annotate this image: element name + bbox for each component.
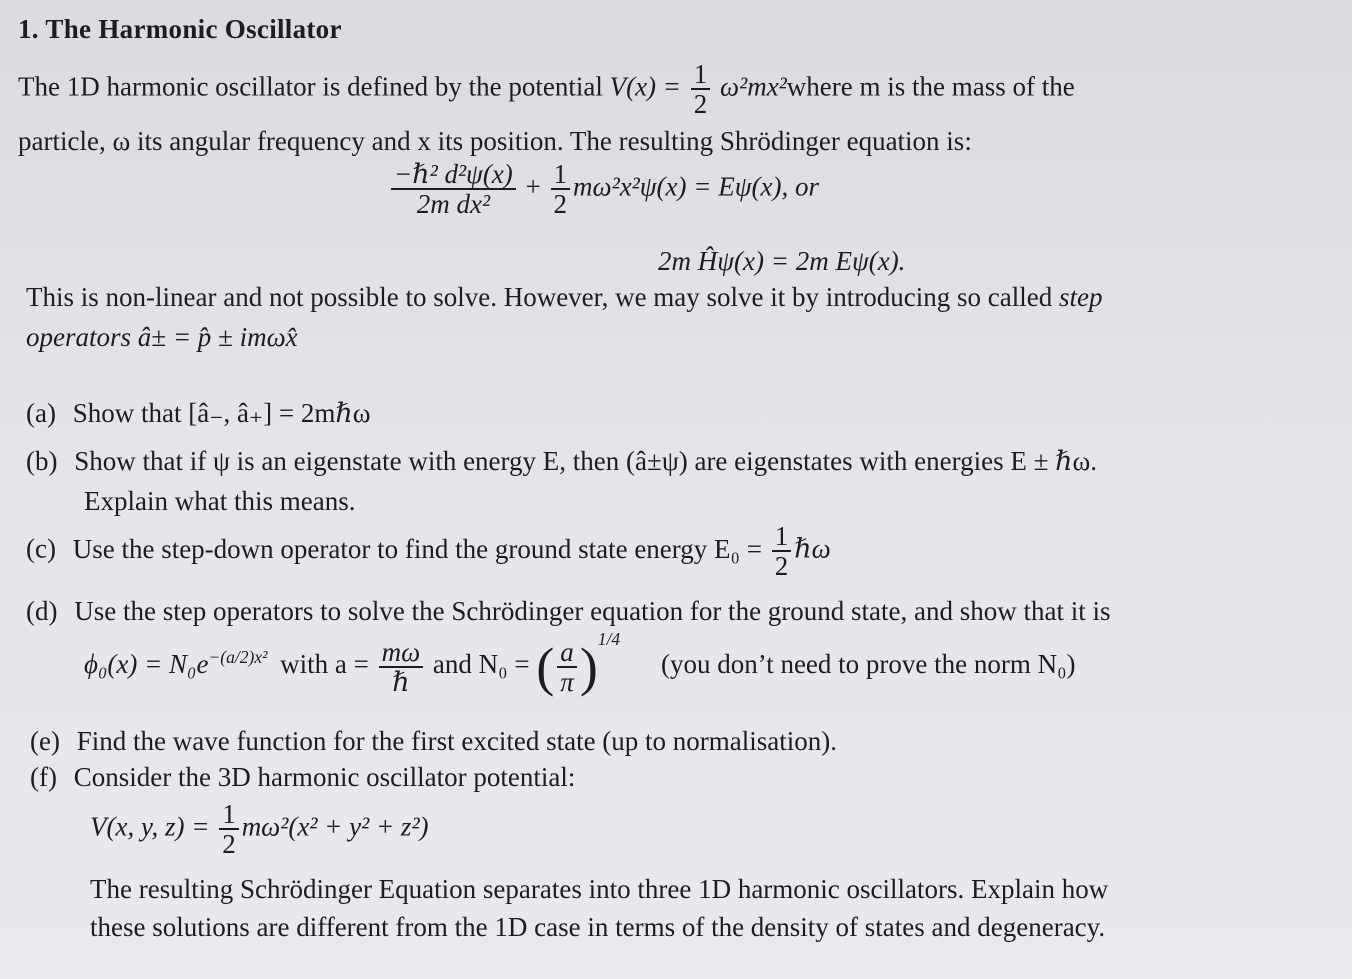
part-f-line-2 bbox=[90, 874, 1108, 905]
part-d-label: (d) bbox=[26, 596, 58, 626]
part-e-text: Find the wave function for the first excited state (up to normalisation). bbox=[76, 726, 838, 756]
part-b-text: Show that if ψ is an eigenstate with energy E, then (â±ψ) are eigenstates with energies E ± ℏω. bbox=[74, 446, 1098, 476]
with-a-text: with a = bbox=[280, 649, 369, 680]
ground-state-exponent: −(a/2)x² bbox=[208, 647, 268, 668]
part-f-text-2: The resulting Schrödinger Equation separates into three 1D harmonic oscillators. Explain how bbox=[90, 874, 1109, 904]
f-half-num: 1 bbox=[219, 800, 239, 830]
intro-line-1 bbox=[18, 60, 1075, 119]
potential-3d-rhs: mω²(x² + y² + z²) bbox=[241, 811, 429, 842]
ground-state-phi: ϕ₀(x) = N₀e bbox=[84, 649, 209, 680]
half-den-2: 2 bbox=[553, 189, 568, 220]
kinetic-fraction bbox=[391, 160, 516, 219]
part-c bbox=[26, 522, 831, 581]
part-f-line-3 bbox=[90, 912, 1105, 943]
half-num-2: 1 bbox=[551, 160, 571, 190]
part-f-text-3: these solutions are different from the 1D case in terms of the density of states and degeneracy. bbox=[90, 912, 1106, 942]
half-fraction-2 bbox=[551, 160, 571, 219]
half-fraction bbox=[691, 60, 711, 119]
right-paren: ) bbox=[579, 637, 598, 697]
section-title bbox=[18, 14, 342, 45]
part-a-label: (a) bbox=[26, 398, 56, 428]
part-f bbox=[30, 762, 575, 793]
part-b bbox=[26, 446, 1097, 477]
part-e-label: (e) bbox=[30, 726, 60, 756]
a-over-pi bbox=[557, 638, 577, 697]
part-d-formula bbox=[84, 629, 1076, 698]
potential-3d-lhs: V(x, y, z) = bbox=[90, 811, 210, 842]
part-a bbox=[26, 398, 371, 429]
a-fraction bbox=[379, 638, 424, 697]
part-b-line-2 bbox=[84, 486, 355, 517]
part-f-formula bbox=[90, 800, 429, 859]
quarter-power: 1/4 bbox=[597, 629, 621, 650]
c-half-fraction bbox=[772, 522, 792, 581]
left-paren: ( bbox=[536, 637, 555, 697]
intro-text-1a: The 1D harmonic oscillator is defined by the potential bbox=[18, 71, 603, 102]
title-text: 1. The Harmonic Oscillator bbox=[18, 14, 342, 44]
part-c-text: Use the step-down operator to find the ground state energy E₀ = bbox=[72, 533, 762, 564]
c-hbar-omega: ℏω bbox=[794, 533, 831, 564]
part-d bbox=[26, 596, 1111, 627]
half-den: 2 bbox=[693, 89, 708, 120]
hamiltonian-text: 2m Ĥψ(x) = 2m Eψ(x). bbox=[658, 246, 906, 276]
schrodinger-equation bbox=[388, 160, 819, 219]
half-num: 1 bbox=[691, 60, 711, 90]
f-half-den: 2 bbox=[222, 829, 236, 860]
intro-text-1b: where m is the mass of the bbox=[786, 71, 1075, 102]
potential-term: mω²x²ψ(x) = Eψ(x), or bbox=[573, 171, 819, 202]
c-half-den: 2 bbox=[774, 551, 789, 582]
intro-text-2: particle, ω its angular frequency and x its position. The resulting Shrödinger equation is: bbox=[18, 126, 972, 156]
intro-line-3 bbox=[26, 282, 1102, 313]
f-half-fraction bbox=[219, 800, 239, 859]
potential-rhs: ω²mx² bbox=[720, 71, 787, 102]
c-half-num: 1 bbox=[772, 522, 792, 552]
a-den: ℏ bbox=[392, 667, 410, 697]
a-over-pi-num: a bbox=[557, 638, 577, 668]
step-word: step bbox=[1058, 282, 1103, 312]
step-operators-definition: operators â± = p̂ ± imωx̂ bbox=[26, 322, 298, 352]
intro-line-4 bbox=[26, 322, 298, 353]
part-f-text: Consider the 3D harmonic oscillator potential: bbox=[73, 762, 576, 792]
kinetic-num: −ℏ² d²ψ(x) bbox=[391, 160, 516, 190]
part-f-label: (f) bbox=[30, 762, 57, 792]
plus-sign: + bbox=[525, 171, 541, 202]
intro-text-3: This is non-linear and not possible to solve. However, we may solve it by introducing so called bbox=[26, 282, 1053, 312]
a-num: mω bbox=[379, 638, 424, 668]
part-c-label: (c) bbox=[26, 533, 56, 564]
and-n0-text: and N₀ = bbox=[432, 649, 530, 680]
part-b-text-2: Explain what this means. bbox=[84, 486, 356, 516]
kinetic-den: 2m dx² bbox=[416, 189, 491, 220]
a-over-pi-den: π bbox=[560, 667, 574, 697]
hamiltonian-equation bbox=[658, 246, 905, 277]
potential-lhs: V(x) = bbox=[609, 71, 682, 102]
intro-line-2 bbox=[18, 126, 972, 157]
norm-note: (you don’t need to prove the norm N₀) bbox=[660, 649, 1076, 680]
part-b-label: (b) bbox=[26, 446, 58, 476]
part-e bbox=[30, 726, 837, 757]
part-a-text: Show that [â₋, â₊] = 2mℏω bbox=[72, 398, 371, 428]
part-d-text: Use the step operators to solve the Schrödinger equation for the ground state, and show that it is bbox=[74, 596, 1111, 626]
